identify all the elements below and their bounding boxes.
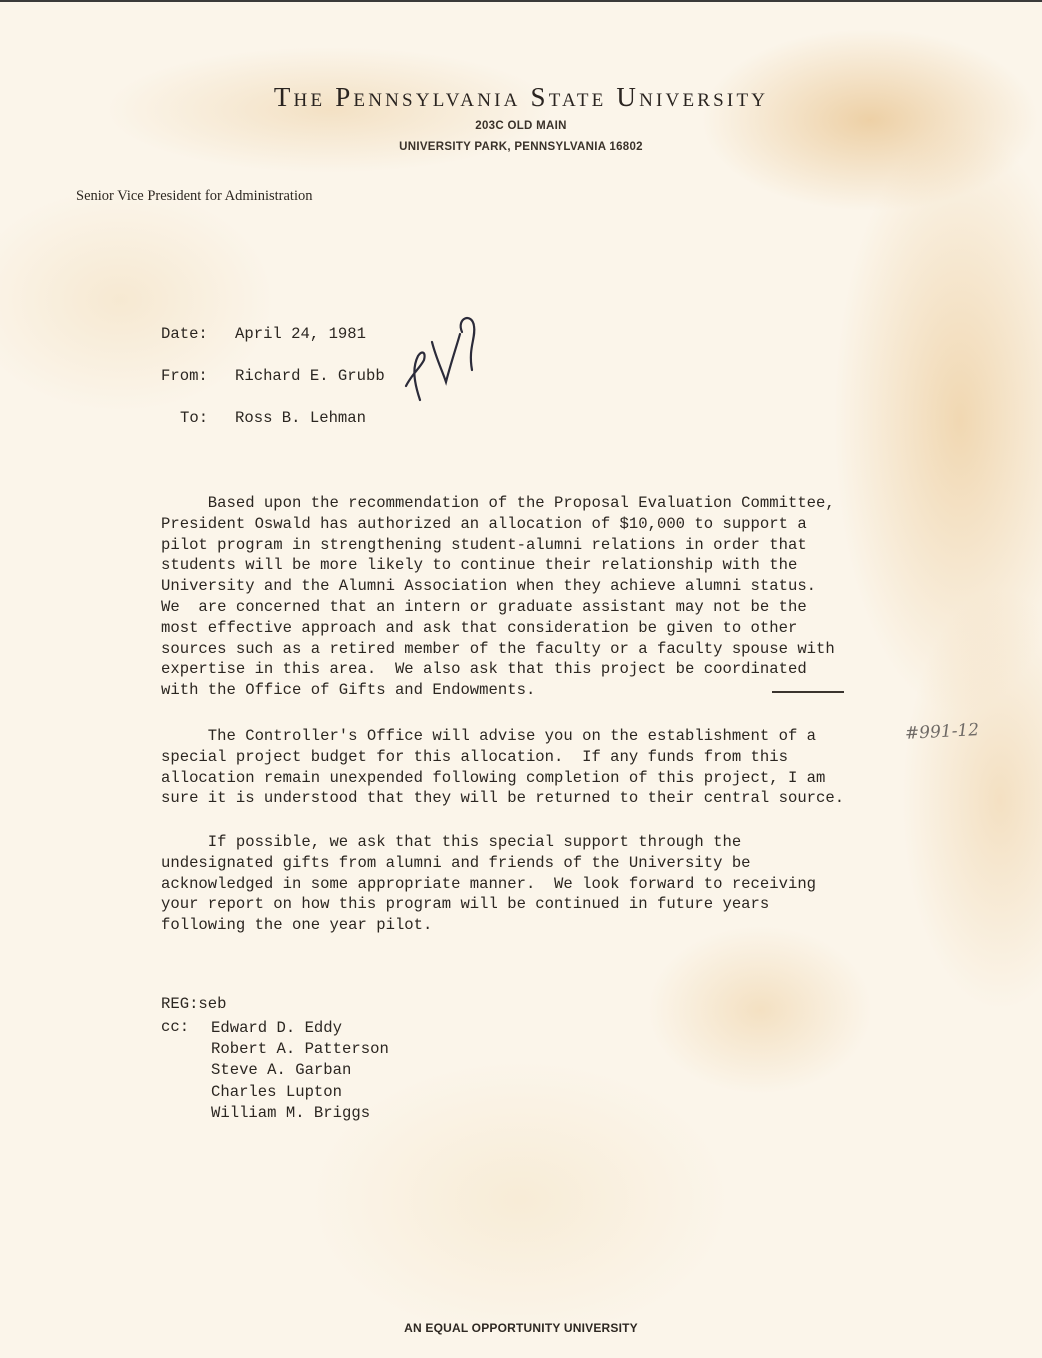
paragraph-2-line: allocation remain unexpended following completion of this project, I am xyxy=(161,768,826,787)
cc-recipient: Steve A. Garban xyxy=(211,1061,352,1080)
paragraph-1-line: We are concerned that an intern or graduate assistant may not be the xyxy=(161,597,807,616)
cc-label: cc: xyxy=(161,1018,190,1036)
paragraph-1-line: sources such as a retired member of the faculty or a faculty spouse with xyxy=(161,639,835,658)
paragraph-3 xyxy=(161,832,921,936)
institution-name: The Pennsylvania State University xyxy=(273,82,769,112)
address-line-1: 203C OLD MAIN xyxy=(475,120,567,132)
paragraph-1-line: with the Office of Gifts and Endowments. xyxy=(161,681,536,700)
paragraph-1-line: expertise in this area. We also ask that this project be coordinated xyxy=(161,660,807,679)
paragraph-3-line: acknowledged in some appropriate manner. We look forward to receiving xyxy=(161,874,817,893)
initials-signature-drawing xyxy=(402,308,486,408)
paragraph-2 xyxy=(161,726,921,809)
paragraph-1-line: Based upon the recommendation of the Proposal Evaluation Committee, xyxy=(161,494,835,512)
cc-recipient: Robert A. Patterson xyxy=(211,1040,389,1059)
paragraph-1-line: students will be more likely to continue their relationship with the xyxy=(161,556,798,575)
scan-top-edge xyxy=(0,0,1042,2)
paragraph-3-line: undesignated gifts from alumni and friends of the University be xyxy=(161,853,751,872)
paragraph-1-line: President Oswald has authorized an allocation of $10,000 to support a xyxy=(161,514,807,533)
paragraph-2-line: The Controller's Office will advise you on the establishment of a xyxy=(161,727,817,745)
from-value: Richard E. Grubb xyxy=(235,367,385,385)
paragraph-2-line: sure it is understood that they will be returned to their central source. xyxy=(161,789,845,808)
date-label: Date: xyxy=(161,325,208,343)
date-value: April 24, 1981 xyxy=(235,325,367,343)
cc-recipient: William M. Briggs xyxy=(211,1103,371,1122)
paragraph-1-line: pilot program in strengthening student-alumni relations in order that xyxy=(161,535,807,554)
paragraph-3-line: following the one year pilot. xyxy=(161,916,433,935)
paragraph-1-line: most effective approach and ask that consideration be given to other xyxy=(161,618,798,637)
office-title: Senior Vice President for Administration xyxy=(76,188,313,204)
footer-equal-opportunity: AN EQUAL OPPORTUNITY UNIVERSITY xyxy=(404,1321,638,1335)
handwritten-account-number: #991-12 xyxy=(904,720,980,744)
paragraph-3-line: your report on how this program will be continued in future years xyxy=(161,895,770,914)
handwritten-underline xyxy=(772,691,844,693)
paragraph-3-line: If possible, we ask that this special support through the xyxy=(161,833,742,851)
to-label: To: xyxy=(180,409,209,427)
paragraph-1-line: University and the Alumni Association when they achieve alumni status. xyxy=(161,577,817,596)
cc-recipient: Edward D. Eddy xyxy=(211,1019,343,1037)
reference-initials: REG:seb xyxy=(161,995,227,1013)
address-line-2: UNIVERSITY PARK, PENNSYLVANIA 16802 xyxy=(399,141,643,153)
paragraph-1 xyxy=(161,493,921,701)
to-value: Ross B. Lehman xyxy=(235,409,367,427)
handwritten-initials xyxy=(402,308,486,413)
cc-list xyxy=(211,1018,389,1124)
cc-recipient: Charles Lupton xyxy=(211,1082,343,1101)
from-label: From: xyxy=(161,367,208,385)
paragraph-2-line: special project budget for this allocation. If any funds from this xyxy=(161,747,788,766)
